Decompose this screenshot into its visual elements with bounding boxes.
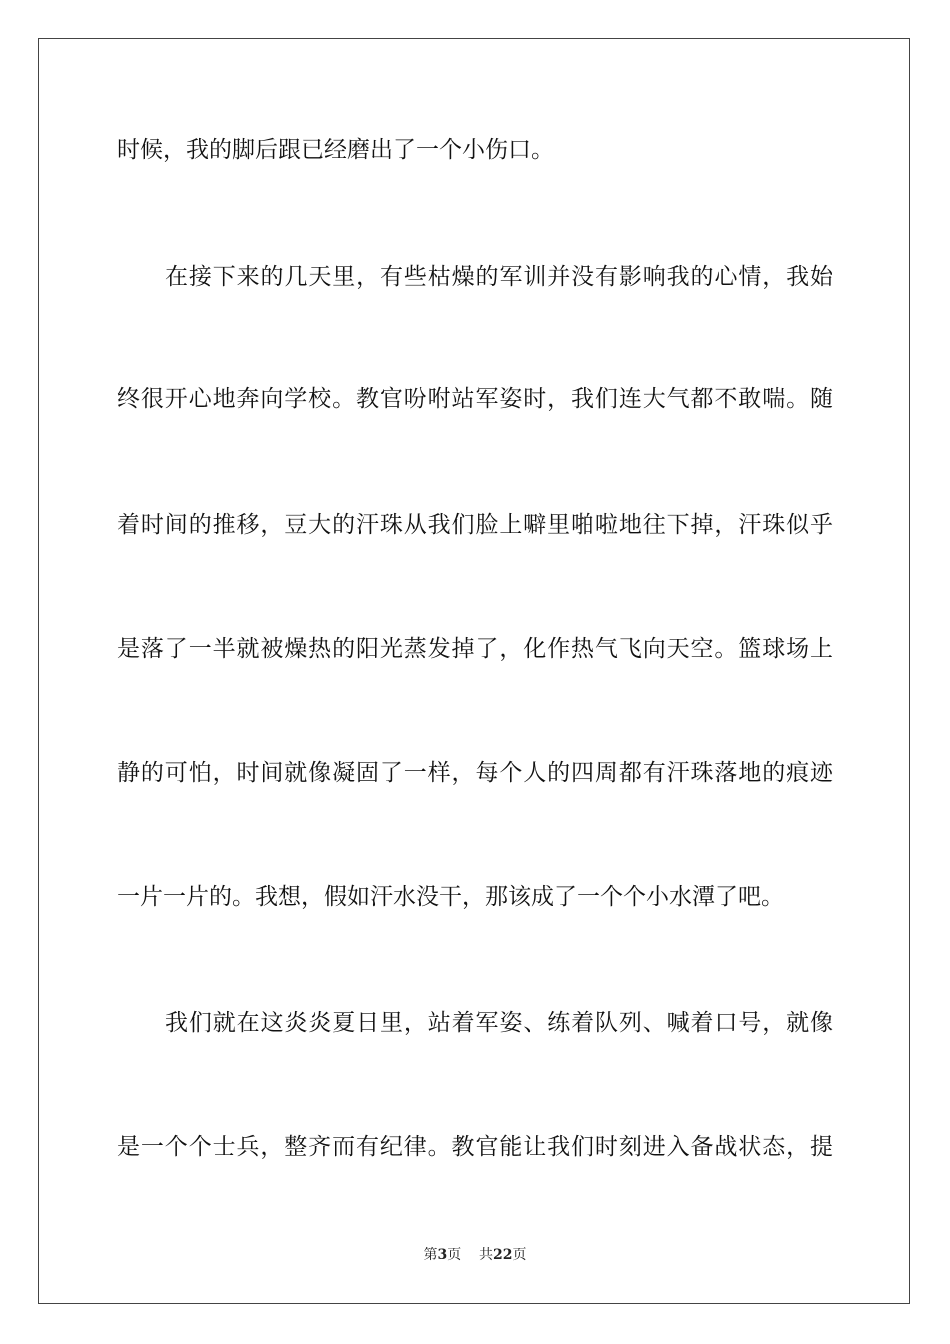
body-line-7: 一片一片的。我想，假如汗水没干，那该成了一个个小水潭了吧。 [117,884,784,910]
body-line-8: 我们就在这炎炎夏日里，站着军姿、练着队列、喊着口号，就像 [165,1010,833,1036]
body-line-5: 是落了一半就被燥热的阳光蒸发掉了，化作热气飞向天空。篮球场上 [117,636,833,662]
total-prefix: 共 [479,1247,494,1263]
body-line-2: 在接下来的几天里，有些枯燥的军训并没有影响我的心情，我始 [165,264,833,290]
total-suffix: 页 [512,1247,527,1263]
body-line-6: 静的可怕，时间就像凝固了一样，每个人的四周都有汗珠落地的痕迹 [117,760,833,786]
body-line-3: 终很开心地奔向学校。教官吩咐站军姿时，我们连大气都不敢喘。随 [117,386,833,412]
total-pages: 22 [493,1247,513,1263]
page-prefix: 第 [423,1247,438,1263]
page-footer [0,1245,950,1265]
body-line-4: 着时间的推移，豆大的汗珠从我们脸上噼里啪啦地往下掉，汗珠似乎 [117,512,833,538]
page-border [38,38,910,1304]
page-suffix: 页 [447,1247,462,1263]
page-number: 3 [437,1247,448,1263]
body-line-9: 是一个个士兵，整齐而有纪律。教官能让我们时刻进入备战状态，提 [117,1134,833,1160]
body-line-1: 时候，我的脚后跟已经磨出了一个小伤口。 [117,137,554,163]
